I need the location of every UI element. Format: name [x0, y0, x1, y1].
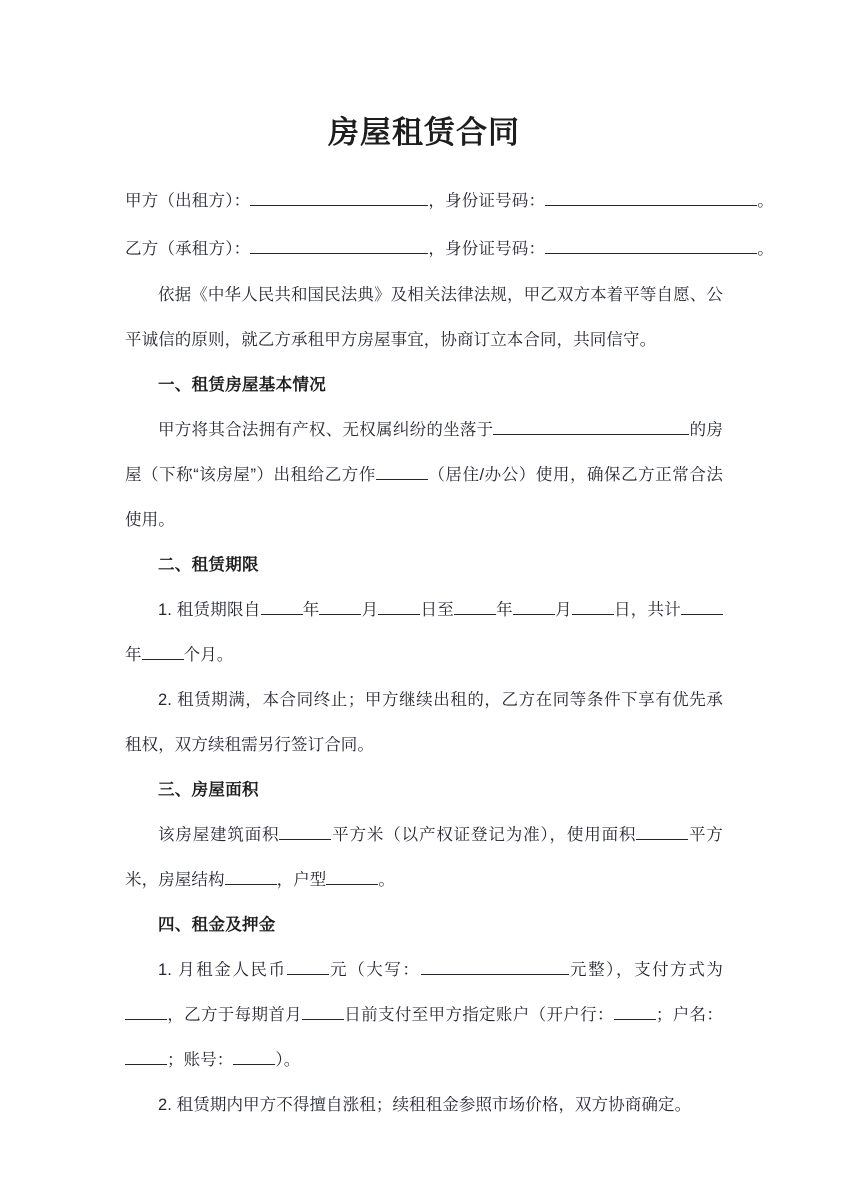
section-1-text-a: 甲方将其合法拥有产权、无权属纠纷的坐落于 — [158, 420, 494, 439]
lease-term-text-e: 年 — [496, 600, 513, 619]
payment-day-blank[interactable] — [302, 1002, 344, 1020]
rent-text-h: ）。 — [275, 1050, 301, 1069]
lease-end-day-blank[interactable] — [572, 597, 614, 615]
usable-area-blank[interactable] — [636, 822, 688, 840]
party-id-blank-tenant[interactable] — [545, 236, 723, 254]
property-usage-blank[interactable] — [376, 462, 428, 480]
house-layout-blank[interactable] — [326, 867, 378, 885]
rent-in-words-blank[interactable] — [421, 957, 569, 975]
page-title: 房屋租赁合同 — [328, 115, 520, 150]
section-3-paragraph — [125, 813, 723, 903]
section-1-paragraph — [125, 408, 723, 543]
party-block — [125, 177, 774, 273]
section-1-text-c: （居住/办公）使用，确保乙方正常合法使用。 — [125, 465, 723, 529]
preamble-paragraph: 依据《中华人民共和国民法典》及相关法律法规，甲乙双方本着平等自愿、公平诚信的原则，就乙方承租甲方房屋事宜，协商订立本合同，共同信守。 — [125, 285, 723, 349]
party-line-tenant — [125, 225, 774, 273]
lease-term-text-c: 月 — [361, 600, 379, 619]
lease-start-month-blank[interactable] — [319, 597, 361, 615]
rent-text-f: ；户名： — [655, 1005, 723, 1024]
payment-method-blank[interactable] — [125, 1002, 167, 1020]
lease-term-text-g: 日，共计 — [613, 600, 681, 619]
lease-term-text-d: 日至 — [420, 600, 455, 619]
lease-term-text-a: 1. 租赁期限自 — [158, 600, 261, 619]
party-terminator-tenant: 。 — [757, 239, 774, 258]
section-4-item-2: 2. 租赁期内甲方不得擅自涨租；续租租金参照市场价格，双方协商确定。 — [158, 1095, 692, 1114]
party-terminator-landlord: 。 — [757, 191, 774, 210]
area-text-e: 。 — [378, 870, 396, 889]
section-heading-2: 二、租赁期限 — [158, 555, 259, 574]
party-name-blank-tenant[interactable] — [250, 236, 428, 254]
lease-end-year-blank[interactable] — [454, 597, 496, 615]
party-id-blank-landlord[interactable] — [545, 188, 723, 206]
lease-start-day-blank[interactable] — [378, 597, 420, 615]
lease-total-years-blank[interactable] — [681, 597, 723, 615]
party-id-blank-tenant-tail[interactable] — [723, 236, 757, 254]
section-2-item-1 — [125, 588, 723, 678]
section-heading-3: 三、房屋面积 — [158, 780, 259, 799]
area-text-b: 平方米（以产权证登记为准），使用面积 — [331, 825, 637, 844]
rent-text-e: 日前支付至甲方指定账户（开户行： — [344, 1005, 614, 1024]
section-1-text-b: 的房屋（下称“该房屋”）出租给乙方作 — [125, 420, 723, 484]
rent-text-a: 1. 月租金人民币 — [158, 960, 287, 979]
party-name-blank-landlord[interactable] — [250, 188, 428, 206]
party-line-landlord — [125, 177, 774, 225]
lease-end-month-blank[interactable] — [513, 597, 555, 615]
party-label-landlord: 甲方（出租方）： — [125, 191, 251, 210]
monthly-rent-blank[interactable] — [287, 957, 329, 975]
party-label-tenant: 乙方（承租方）： — [125, 239, 251, 258]
account-holder-blank[interactable] — [125, 1047, 167, 1065]
party-id-label-landlord: ，身份证号码： — [428, 191, 546, 210]
house-structure-blank[interactable] — [225, 867, 277, 885]
party-id-label-tenant: ，身份证号码： — [428, 239, 546, 258]
lease-term-text-b: 年 — [302, 600, 320, 619]
rent-text-g: ；账号： — [167, 1050, 234, 1069]
property-address-blank[interactable] — [493, 417, 689, 435]
lease-term-text-f: 月 — [554, 600, 572, 619]
lease-term-text-h: 年 — [125, 645, 142, 664]
rent-text-d: ，乙方于每期首月 — [167, 1005, 303, 1024]
area-text-c: 平方米，房屋结构 — [125, 825, 723, 889]
rent-text-b: 元（大写： — [328, 960, 421, 979]
section-2-item-2: 2. 租赁期满，本合同终止；甲方继续出租的，乙方在同等条件下享有优先承租权，双方续租需另行签订合同。 — [125, 690, 723, 754]
area-text-d: ，户型 — [276, 870, 327, 889]
area-text-a: 该房屋建筑面积 — [158, 825, 280, 844]
section-heading-1: 一、租赁房屋基本情况 — [158, 375, 326, 394]
lease-term-text-i: 个月。 — [183, 645, 234, 664]
section-heading-4: 四、租金及押金 — [158, 915, 276, 934]
section-4-item-1 — [125, 948, 723, 1083]
party-id-blank-landlord-tail[interactable] — [723, 188, 757, 206]
building-area-blank[interactable] — [279, 822, 331, 840]
account-number-blank[interactable] — [233, 1047, 275, 1065]
bank-name-blank[interactable] — [614, 1002, 656, 1020]
lease-total-months-blank[interactable] — [142, 642, 184, 660]
lease-start-year-blank[interactable] — [261, 597, 303, 615]
rent-text-c: 元整），支付方式为 — [568, 960, 723, 979]
